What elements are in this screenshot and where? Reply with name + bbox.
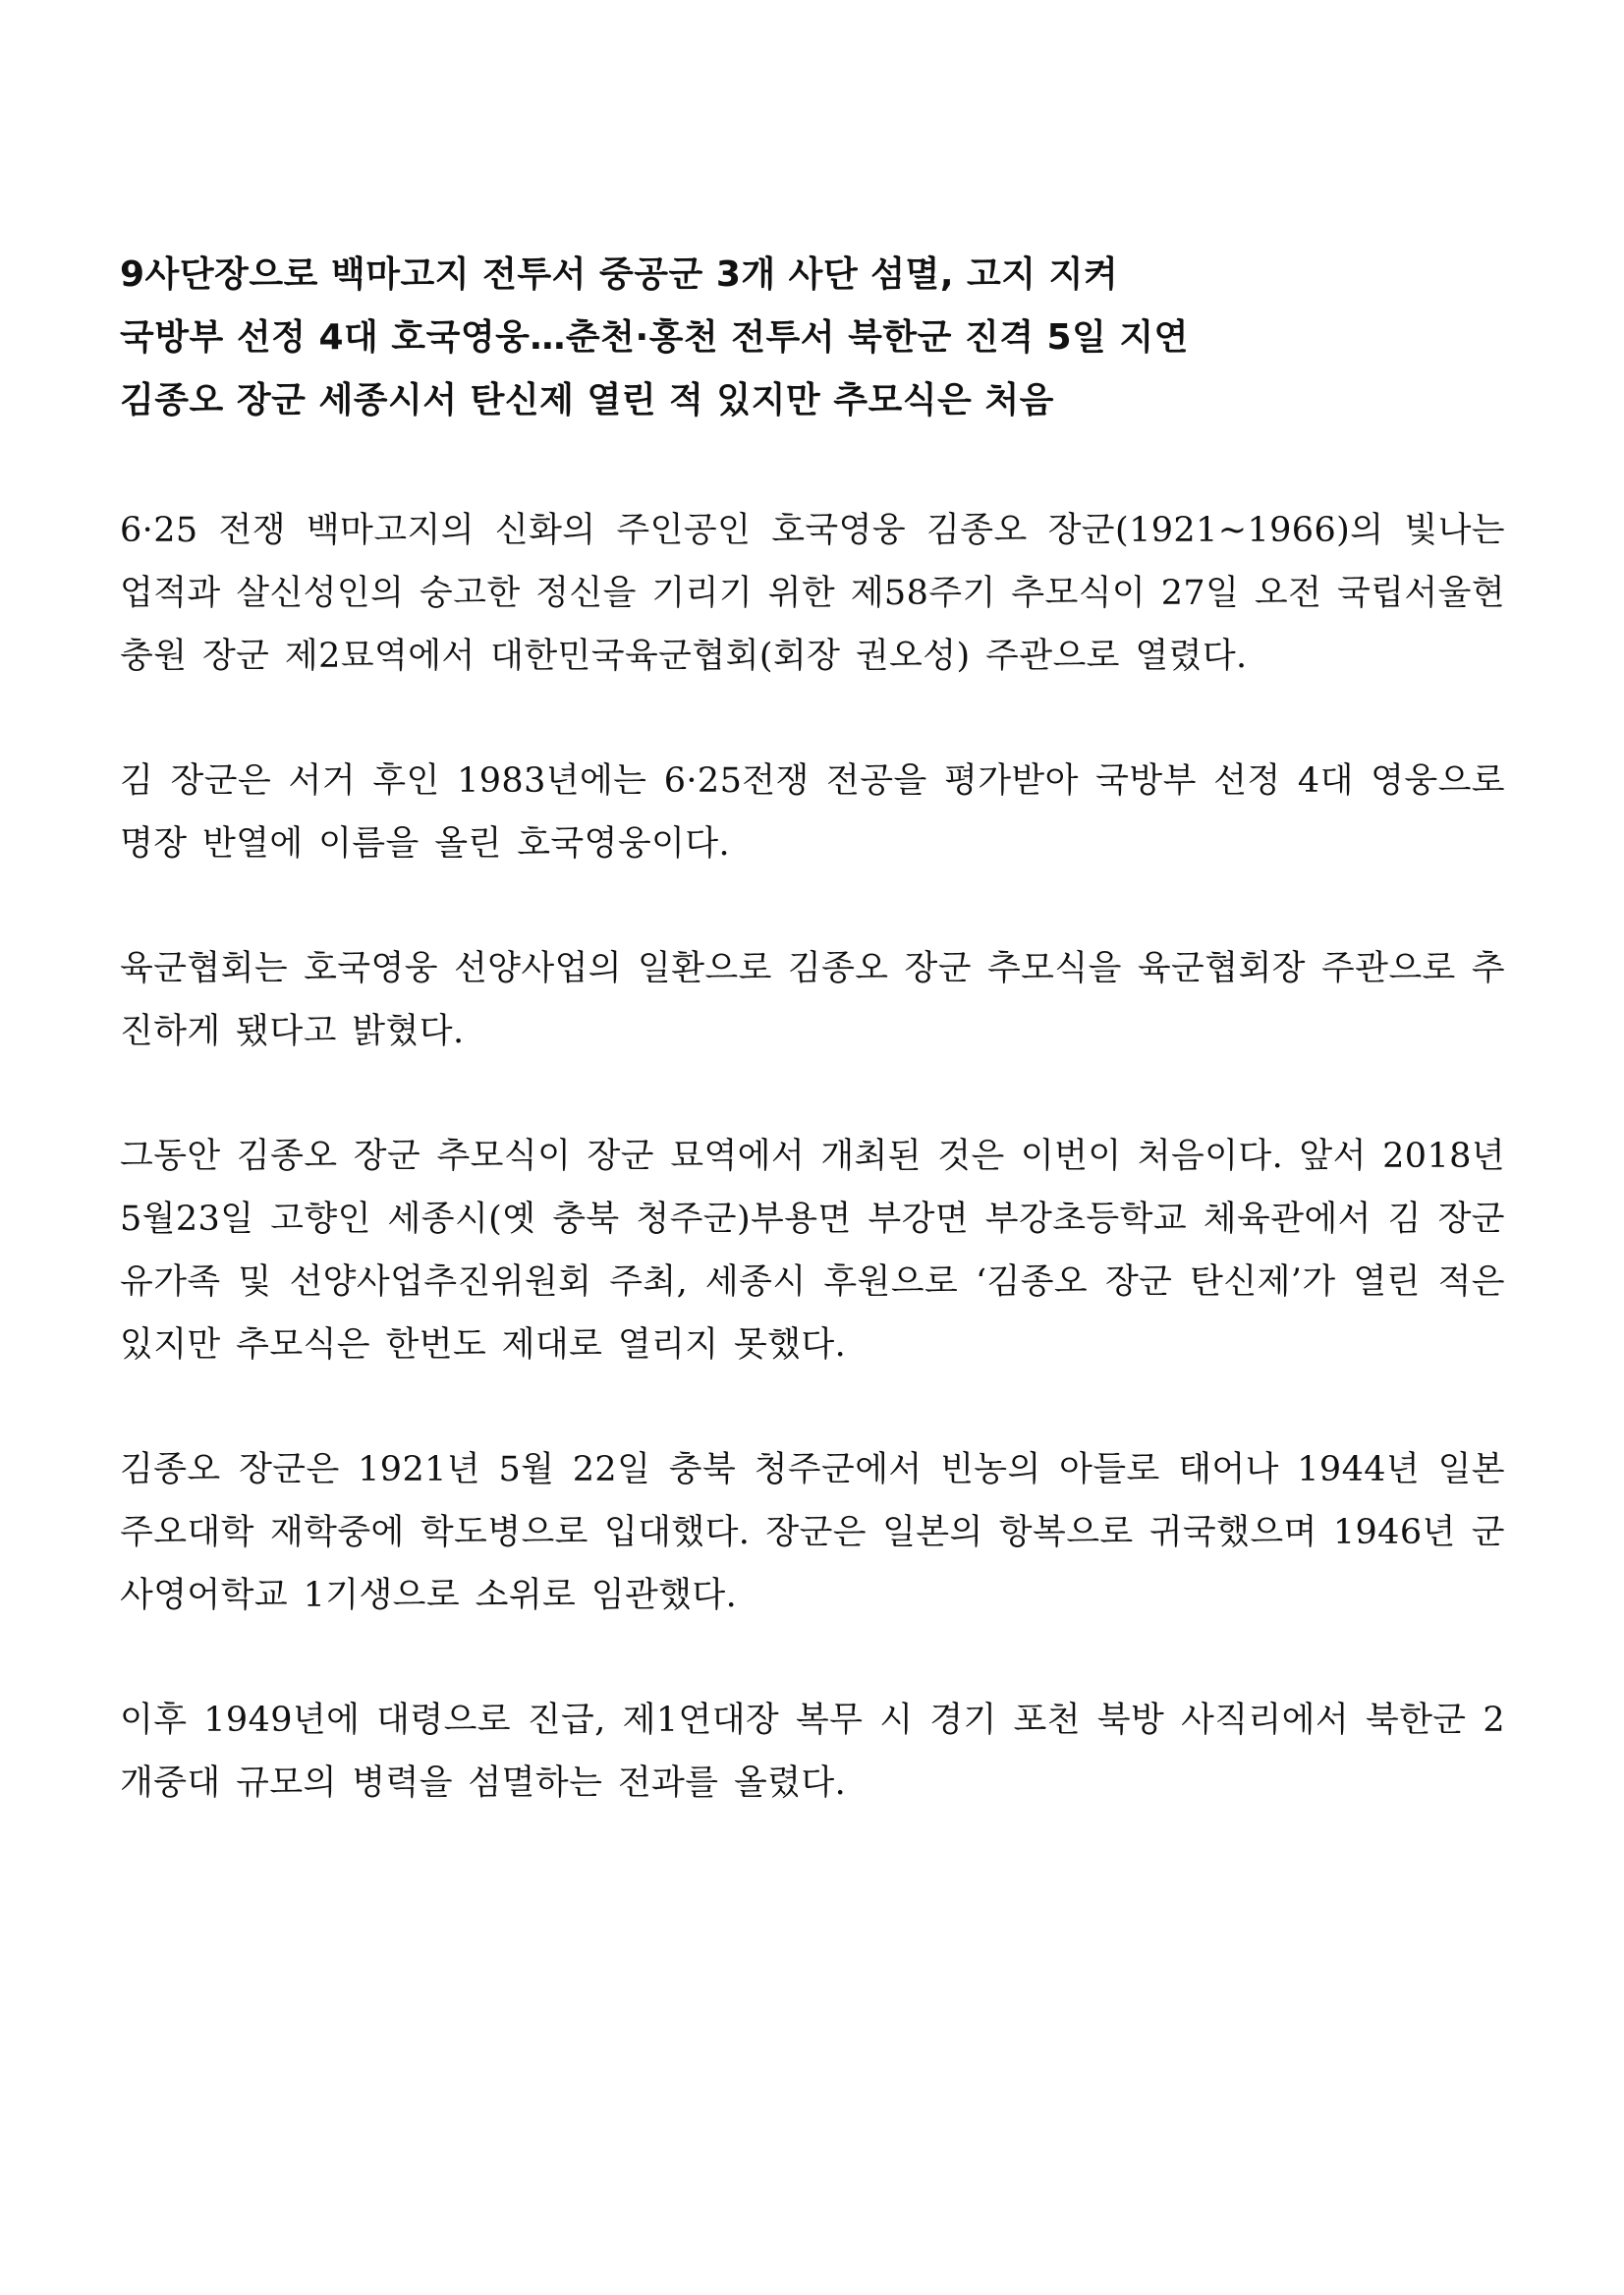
headline-line-1: 9사단장으로 백마고지 전투서 중공군 3개 사단 섬멸, 고지 지켜 [120, 254, 1119, 295]
paragraph-4: 그동안 김종오 장군 추모식이 장군 묘역에서 개최된 것은 이번이 처음이다. 앞서 2018년 5월23일 고향인 세종시(옛 충북 청주군)부용면 부강면 부강초등학교 체육관에서 김 장군 유가족 및 선양사업추진위원회 주최, 세종시 후원으로 ‘김종오 장군 탄신제’가 열린 적은 있지만 추모식은 한번도 제대로 열리지 못했다. [120, 1137, 1505, 1365]
paragraph-1: 6·25 전쟁 백마고지의 신화의 주인공인 호국영웅 김종오 장군(1921~1966)의 빛나는 업적과 살신성인의 숭고한 정신을 기리기 위한 제58주기 추모식이 27일 오전 국립서울현충원 장군 제2묘역에서 대한민국육군협회(회장 권오성) 주관으로 열렸다. [120, 511, 1505, 676]
headline-line-2: 국방부 선정 4대 호국영웅…춘천·홍천 전투서 북한군 진격 5일 지연 [120, 317, 1189, 358]
paragraph-2: 김 장군은 서거 후인 1983년에는 6·25전쟁 전공을 평가받아 국방부 선정 4대 영웅으로 명장 반열에 이름을 올린 호국영웅이다. [120, 761, 1505, 864]
paragraph-5: 김종오 장군은 1921년 5월 22일 충북 청주군에서 빈농의 아들로 태어나 1944년 일본 주오대학 재학중에 학도병으로 입대했다. 장군은 일본의 항복으로 귀국했으며 1946년 군사영어학교 1기생으로 소위로 임관했다. [120, 1450, 1505, 1615]
paragraph-6: 이후 1949년에 대령으로 진급, 제1연대장 복무 시 경기 포천 북방 사직리에서 북한군 2개중대 규모의 병력을 섬멸하는 전과를 올렸다. [120, 1701, 1505, 1803]
paragraph-3: 육군협회는 호국영웅 선양사업의 일환으로 김종오 장군 추모식을 육군협회장 주관으로 추진하게 됐다고 밝혔다. [120, 949, 1505, 1051]
article-body [120, 244, 1505, 1876]
headline-line-3: 김종오 장군 세종시서 탄신제 열린 적 있지만 추모식은 처음 [120, 380, 1054, 420]
headline-block [120, 244, 1505, 432]
